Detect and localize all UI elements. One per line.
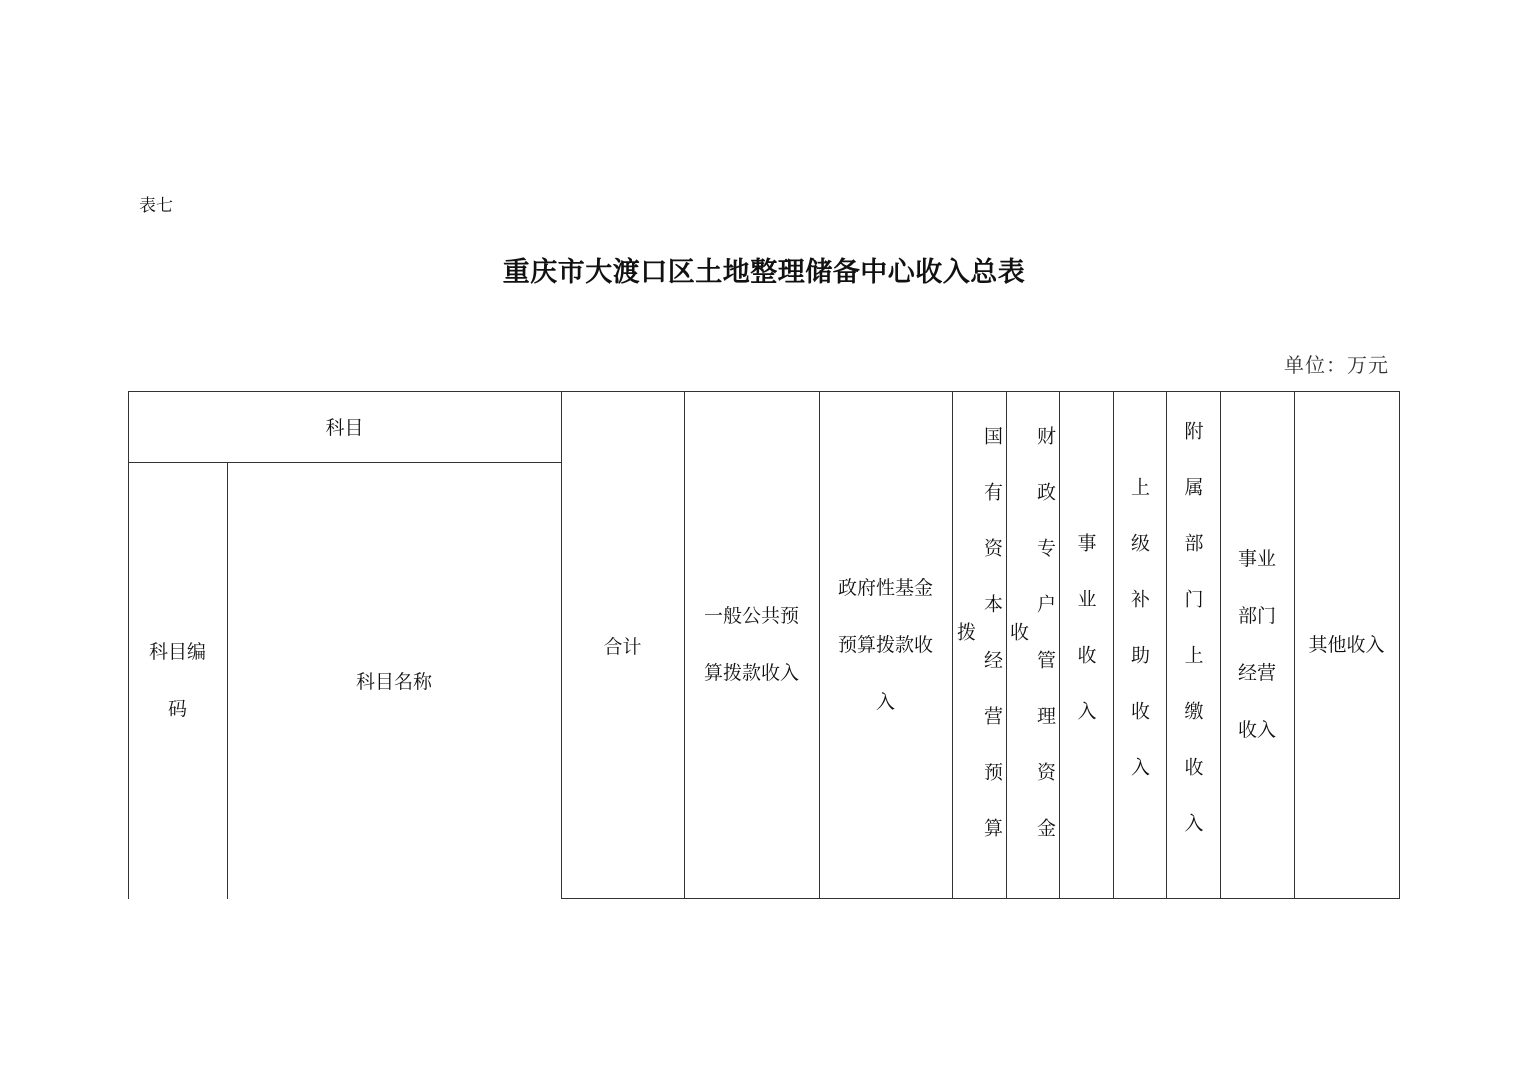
col-state-capital: 国有资本经营预算拨: [954, 426, 1003, 874]
col-business-income: 事业收入: [1074, 533, 1097, 757]
col-operation-income: 事业部门经营收入: [1237, 548, 1276, 741]
col-general-budget: 一般公共预算拨款收入: [703, 605, 799, 684]
col-affiliate-remit: 附属部门上缴收入: [1181, 421, 1204, 869]
col-superior-subsidy: 上级补助收入: [1128, 477, 1150, 813]
table-number: 表七: [139, 196, 173, 216]
subject-header: 科目: [325, 417, 364, 439]
unit-label: 单位：万元: [1284, 353, 1389, 377]
subject-name-header: 科目名称: [355, 671, 432, 693]
col-other-income: 其他收入: [1308, 633, 1385, 656]
page-title: 重庆市大渡口区土地整理储备中心收入总表: [502, 257, 1026, 288]
col-special-account: 财政专户管理资金收: [1007, 426, 1056, 874]
col-fund-budget: 政府性基金预算拨款收入: [837, 576, 933, 713]
subject-code-header: 科目编码: [148, 640, 206, 720]
table-right-border: [1399, 391, 1400, 899]
col-total: 合计: [603, 635, 642, 658]
